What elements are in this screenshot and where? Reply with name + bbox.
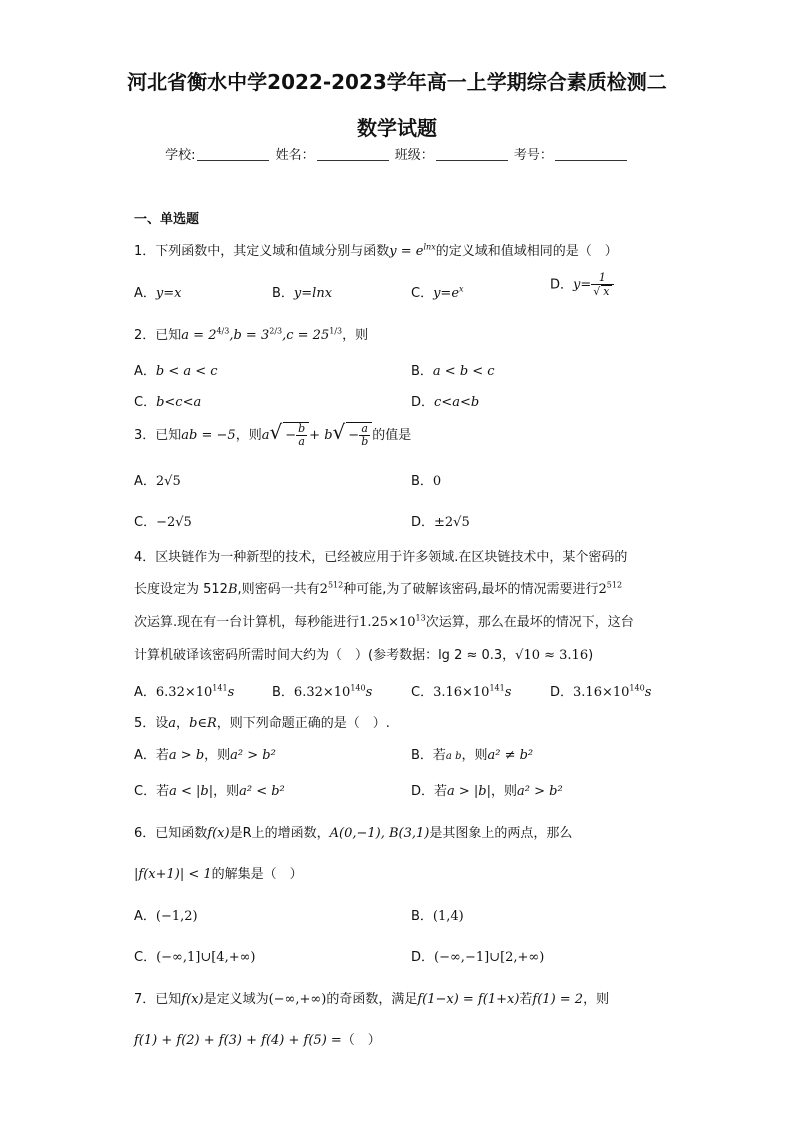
q1-a-math: y=x xyxy=(155,286,182,301)
q3-stem-a: 3．已知 xyxy=(134,428,182,443)
q4-a-unit: s xyxy=(227,685,235,700)
q7-stem-d: 若 xyxy=(519,992,533,1007)
q7-domain: (−∞,+∞) xyxy=(268,992,327,1007)
q5-d-cond: a > |b| xyxy=(447,784,492,799)
q3-c-math: −2√5 xyxy=(156,515,192,530)
q3-den-2: b xyxy=(361,435,369,448)
q2-a-label: A． xyxy=(134,364,156,379)
q5-option-a[interactable] xyxy=(134,744,276,763)
q2-c-math: b<c<a xyxy=(156,395,202,410)
q3-b-math: 0 xyxy=(432,474,442,489)
q1-d-den: x xyxy=(603,285,610,298)
q4-l3-exp: 13 xyxy=(415,613,426,623)
sqrt-icon: √ xyxy=(269,420,283,444)
q2-c-exp: 1/3 xyxy=(329,326,343,336)
q5-b-label: B．若 xyxy=(411,748,446,763)
exam-no-label: 考号： xyxy=(513,148,553,163)
q7-fx: f(x) xyxy=(181,992,204,1007)
q4-d-math: 3.16×10 xyxy=(573,685,630,700)
q7-value: f(1) = 2 xyxy=(532,992,584,1007)
q1-func-base: y = e xyxy=(389,244,424,259)
q4-l4b: √10 ≈ 3.16 xyxy=(515,648,589,663)
q2-b-exp: 2/3 xyxy=(269,326,283,336)
q4-d-label: D． xyxy=(550,685,574,700)
q3-radicand-2 xyxy=(346,422,372,448)
q1-option-a[interactable] xyxy=(134,282,181,301)
q6-inequality: |f(x+1)| < 1 xyxy=(134,867,212,882)
q2-c-label: C． xyxy=(134,395,157,410)
q6-points: A(0,−1), B(3,1) xyxy=(329,826,430,841)
q3-b-label: B． xyxy=(411,474,433,489)
q6-b-math: (1,4) xyxy=(432,909,464,924)
student-info-row xyxy=(0,144,794,163)
q5-c-mid: ，则 xyxy=(213,784,240,799)
question-7-stem-line1 xyxy=(134,988,609,1007)
q4-l2d: 2 xyxy=(319,582,328,597)
q1-stem-b: 的定义域和值域相同的是（ ） xyxy=(435,244,618,259)
q4-line-4 xyxy=(134,644,593,663)
q2-d-label: D． xyxy=(411,395,435,410)
q1-func-exp: lnx xyxy=(423,242,436,252)
q4-l2a: 长度设定为 512 xyxy=(134,582,228,597)
q2-option-c[interactable] xyxy=(134,391,201,410)
question-2-stem xyxy=(134,324,368,343)
q4-c-math: 3.16×10 xyxy=(433,685,490,700)
q4-l3a: 次运算.现在有一台计算机，每秒能进行 xyxy=(134,615,360,630)
name-blank[interactable] xyxy=(317,148,389,161)
q2-b-label: B． xyxy=(411,364,433,379)
q4-c-label: C． xyxy=(411,685,434,700)
q3-stem-c: 的值是 xyxy=(372,428,412,443)
q5-c-label: C．若 xyxy=(134,784,170,799)
question-3-stem xyxy=(134,420,411,448)
q3-c-label: C． xyxy=(134,515,157,530)
q5-b-res: a² ≠ b² xyxy=(487,748,534,763)
q5-a-label: A．若 xyxy=(134,748,169,763)
q5-d-mid: ，则 xyxy=(491,784,518,799)
q7-stem-a: 7．已知 xyxy=(134,992,182,1007)
q3-option-a[interactable] xyxy=(134,470,181,489)
q5-a-res: a² > b² xyxy=(230,748,276,763)
sqrt-icon: √ xyxy=(593,285,601,298)
q1-option-c[interactable] xyxy=(411,282,464,301)
q5-option-d[interactable] xyxy=(411,780,563,799)
q7-stem-b: 是定义域为 xyxy=(203,992,269,1007)
school-blank[interactable] xyxy=(197,148,269,161)
q6-c-math: (−∞,1]∪[4,+∞) xyxy=(156,950,256,965)
q3-a-math: 2√5 xyxy=(155,474,181,489)
q4-l2e: 种可能,为了破解该密码,最坏的情况需要进行 xyxy=(343,582,599,597)
question-5-stem xyxy=(134,712,390,731)
q1-d-fraction xyxy=(591,272,613,298)
q6-option-b[interactable] xyxy=(411,905,464,924)
q4-option-a[interactable] xyxy=(134,681,234,700)
q4-a-math: 6.32×10 xyxy=(155,685,213,700)
q5-c-res: a² < b² xyxy=(239,784,285,799)
q4-d-unit: s xyxy=(644,685,652,700)
q5-b-cond: a b xyxy=(445,751,462,762)
q4-option-b[interactable] xyxy=(272,681,372,700)
q2-option-d[interactable] xyxy=(411,391,479,410)
q6-c-label: C． xyxy=(134,950,157,965)
q7-sum: f(1) + f(2) + f(3) + f(4) + f(5) = xyxy=(134,1033,342,1048)
q2-option-b[interactable] xyxy=(411,360,495,379)
q1-c-exp: x xyxy=(459,284,464,294)
q2-a-math: b < a < c xyxy=(155,364,218,379)
q1-c-label: C． xyxy=(411,286,434,301)
q2-a-expr: a = 2 xyxy=(181,328,217,343)
q6-option-d[interactable] xyxy=(411,946,544,965)
q3-plus-b: + b xyxy=(309,428,333,443)
q5-stem-a: 5．设 xyxy=(134,716,169,731)
q3-num-1: b xyxy=(298,422,306,435)
q4-l2-exp1: 512 xyxy=(327,580,344,590)
exam-no-blank[interactable] xyxy=(555,148,627,161)
q3-condition: ab = −5 xyxy=(181,428,236,443)
q5-b-mid: ，则 xyxy=(461,748,488,763)
q7-stem-c: 的奇函数，满足 xyxy=(326,992,418,1007)
q1-b-math: y=lnx xyxy=(293,286,333,301)
q6-option-c[interactable] xyxy=(134,946,256,965)
question-1-stem xyxy=(134,240,618,259)
q4-l2b: B xyxy=(227,582,238,597)
q6-stem-a: 6．已知函数 xyxy=(134,826,208,841)
q1-a-label: A． xyxy=(134,286,156,301)
q1-d-label: D． xyxy=(550,277,574,293)
minus-sign: − xyxy=(348,428,360,443)
q5-option-b[interactable] xyxy=(411,744,533,763)
q5-option-c[interactable] xyxy=(134,780,285,799)
q5-a-mid: ，则 xyxy=(204,748,231,763)
q4-line-1: 4．区块链作为一种新型的技术，已经被应用于许多领域.在区块链技术中，某个密码的 xyxy=(134,550,628,565)
q2-b-expr: ,b = 3 xyxy=(229,328,270,343)
q6-b-label: B． xyxy=(411,909,433,924)
q3-expr-a: a xyxy=(261,428,270,443)
q3-option-c[interactable] xyxy=(134,511,192,530)
q4-b-math: 6.32×10 xyxy=(293,685,351,700)
exam-title-line1: 河北省衡水中学2022-2023学年高一上学期综合素质检测二 xyxy=(127,70,667,94)
q3-option-d[interactable] xyxy=(411,511,470,530)
q4-l4a: 计算机破译该密码所需时间大约为（ ）(参考数据：lg 2 ≈ 0.3， xyxy=(134,648,516,663)
question-7-stem-line2 xyxy=(134,1029,381,1048)
q3-d-math: ±2√5 xyxy=(434,515,470,530)
q4-a-exp: 141 xyxy=(212,683,228,693)
q5-stem-c: ，则下列命题正确的是（ ）. xyxy=(216,716,390,731)
q3-a-label: A． xyxy=(134,474,156,489)
question-6-stem-line1 xyxy=(134,822,572,841)
q6-option-a[interactable] xyxy=(134,905,198,924)
q3-den-1: a xyxy=(298,435,305,448)
section-title: 一、单选题 xyxy=(134,212,200,227)
q4-c-exp: 141 xyxy=(489,683,505,693)
q2-a-exp: 4/3 xyxy=(216,326,230,336)
name-label: 姓名： xyxy=(275,148,315,163)
q4-l2c: ,则密码一共有 xyxy=(237,582,320,597)
q4-option-c[interactable] xyxy=(411,681,511,700)
q5-a-cond: a > b xyxy=(168,748,205,763)
q1-option-b[interactable] xyxy=(272,282,332,301)
q6-stem-b: 是R上的增函数， xyxy=(229,826,330,841)
q4-option-d[interactable] xyxy=(550,681,651,700)
q6-stem-d: 的解集是（ ） xyxy=(211,867,303,882)
q4-d-exp: 140 xyxy=(629,683,645,693)
q4-line-2 xyxy=(134,578,622,597)
q6-a-math: (−1,2) xyxy=(155,909,198,924)
q6-fx: f(x) xyxy=(207,826,230,841)
q5-d-res: a² > b² xyxy=(517,784,563,799)
q6-stem-c: 是其图象上的两点，那么 xyxy=(429,826,573,841)
q1-d-num: 1 xyxy=(591,272,613,285)
sqrt-icon: √ xyxy=(332,420,346,444)
q6-d-label: D． xyxy=(411,950,435,965)
q1-d-math: y= xyxy=(573,277,592,293)
q5-var-a: a xyxy=(168,716,177,731)
q2-stem-a: 2．已知 xyxy=(134,328,182,343)
q3-stem-b: ，则 xyxy=(235,428,262,443)
q1-c-math: y=e xyxy=(433,286,460,301)
q7-stem-f: （ ） xyxy=(341,1033,381,1048)
q5-var-b: b∈R xyxy=(189,716,217,731)
q2-option-a[interactable] xyxy=(134,360,218,379)
q1-stem-a: 1．下列函数中，其定义域和值域分别与函数 xyxy=(134,244,390,259)
q5-stem-b: ， xyxy=(176,716,190,731)
q4-l4c: ) xyxy=(588,648,594,663)
q6-d-math: (−∞,−1]∪[2,+∞) xyxy=(434,950,545,965)
q3-option-b[interactable] xyxy=(411,470,441,489)
q1-function xyxy=(389,244,435,259)
q4-line-3 xyxy=(134,611,634,630)
class-label: 班级： xyxy=(394,148,434,163)
q5-d-label: D．若 xyxy=(411,784,448,799)
q2-stem-b: ，则 xyxy=(342,328,369,343)
q4-b-label: B． xyxy=(272,685,294,700)
q1-option-d[interactable] xyxy=(550,272,614,298)
q6-a-label: A． xyxy=(134,909,156,924)
minus-sign: − xyxy=(285,428,297,443)
q4-l2-exp2: 512 xyxy=(606,580,623,590)
q4-l3c: 次运算，那么在最坏的情况下，这台 xyxy=(425,615,634,630)
q2-b-math: a < b < c xyxy=(432,364,495,379)
q2-c-expr: ,c = 25 xyxy=(282,328,330,343)
question-6-stem-line2 xyxy=(134,863,303,882)
school-label: 学校: xyxy=(165,148,196,163)
q7-equation: f(1−x) = f(1+x) xyxy=(417,992,520,1007)
q5-c-cond: a < |b| xyxy=(169,784,214,799)
q3-radicand-1 xyxy=(283,422,309,448)
q4-b-unit: s xyxy=(365,685,373,700)
q4-l2f: 2 xyxy=(598,582,607,597)
q3-d-label: D． xyxy=(411,515,435,530)
q7-stem-e: ，则 xyxy=(583,992,610,1007)
q4-c-unit: s xyxy=(504,685,512,700)
q2-d-math: c<a<b xyxy=(434,395,480,410)
exam-title-line2: 数学试题 xyxy=(357,116,437,140)
q4-l3b: 1.25×10 xyxy=(359,615,416,630)
class-blank[interactable] xyxy=(436,148,508,161)
q1-b-label: B． xyxy=(272,286,294,301)
q4-b-exp: 140 xyxy=(350,683,366,693)
q4-a-label: A． xyxy=(134,685,156,700)
q3-num-2: a xyxy=(359,423,370,436)
